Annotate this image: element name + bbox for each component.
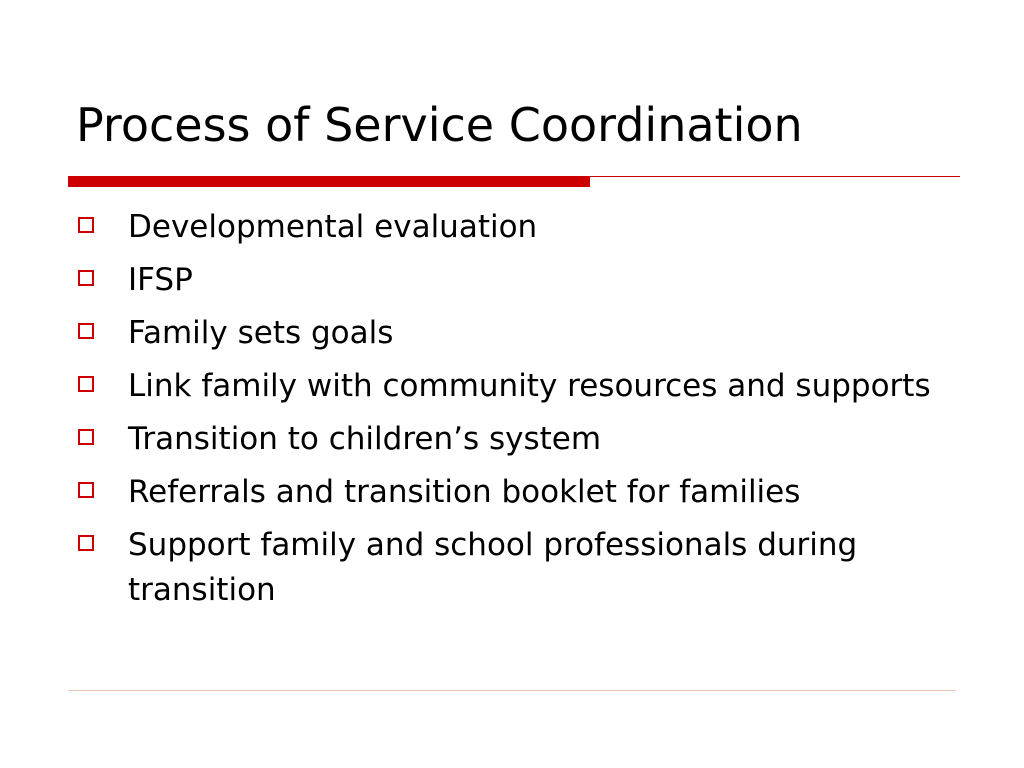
hollow-square-icon xyxy=(78,535,94,551)
bullet-list xyxy=(78,205,958,621)
bullet-item xyxy=(78,417,958,462)
footer-divider xyxy=(68,690,956,691)
slide-title: Process of Service Coordination xyxy=(76,98,803,152)
bullet-text: Link family with community resources and supports xyxy=(128,368,931,404)
bullet-text: Referrals and transition booklet for families xyxy=(128,474,801,510)
hollow-square-icon xyxy=(78,482,94,498)
bullet-text: IFSP xyxy=(128,262,193,298)
hollow-square-icon xyxy=(78,376,94,392)
hollow-square-icon xyxy=(78,429,94,445)
hollow-square-icon xyxy=(78,270,94,286)
hollow-square-icon xyxy=(78,217,94,233)
bullet-item xyxy=(78,258,958,303)
bullet-text: Transition to children’s system xyxy=(128,421,602,457)
title-underline-thin xyxy=(590,176,960,177)
bullet-item xyxy=(78,470,958,515)
bullet-text: Support family and school professionals during transition xyxy=(128,527,858,608)
bullet-item xyxy=(78,523,958,613)
bullet-text: Developmental evaluation xyxy=(128,209,538,245)
bullet-item xyxy=(78,311,958,356)
bullet-item xyxy=(78,364,958,409)
bullet-item xyxy=(78,205,958,250)
bullet-text: Family sets goals xyxy=(128,315,394,351)
hollow-square-icon xyxy=(78,323,94,339)
title-underline-thick xyxy=(68,176,590,187)
